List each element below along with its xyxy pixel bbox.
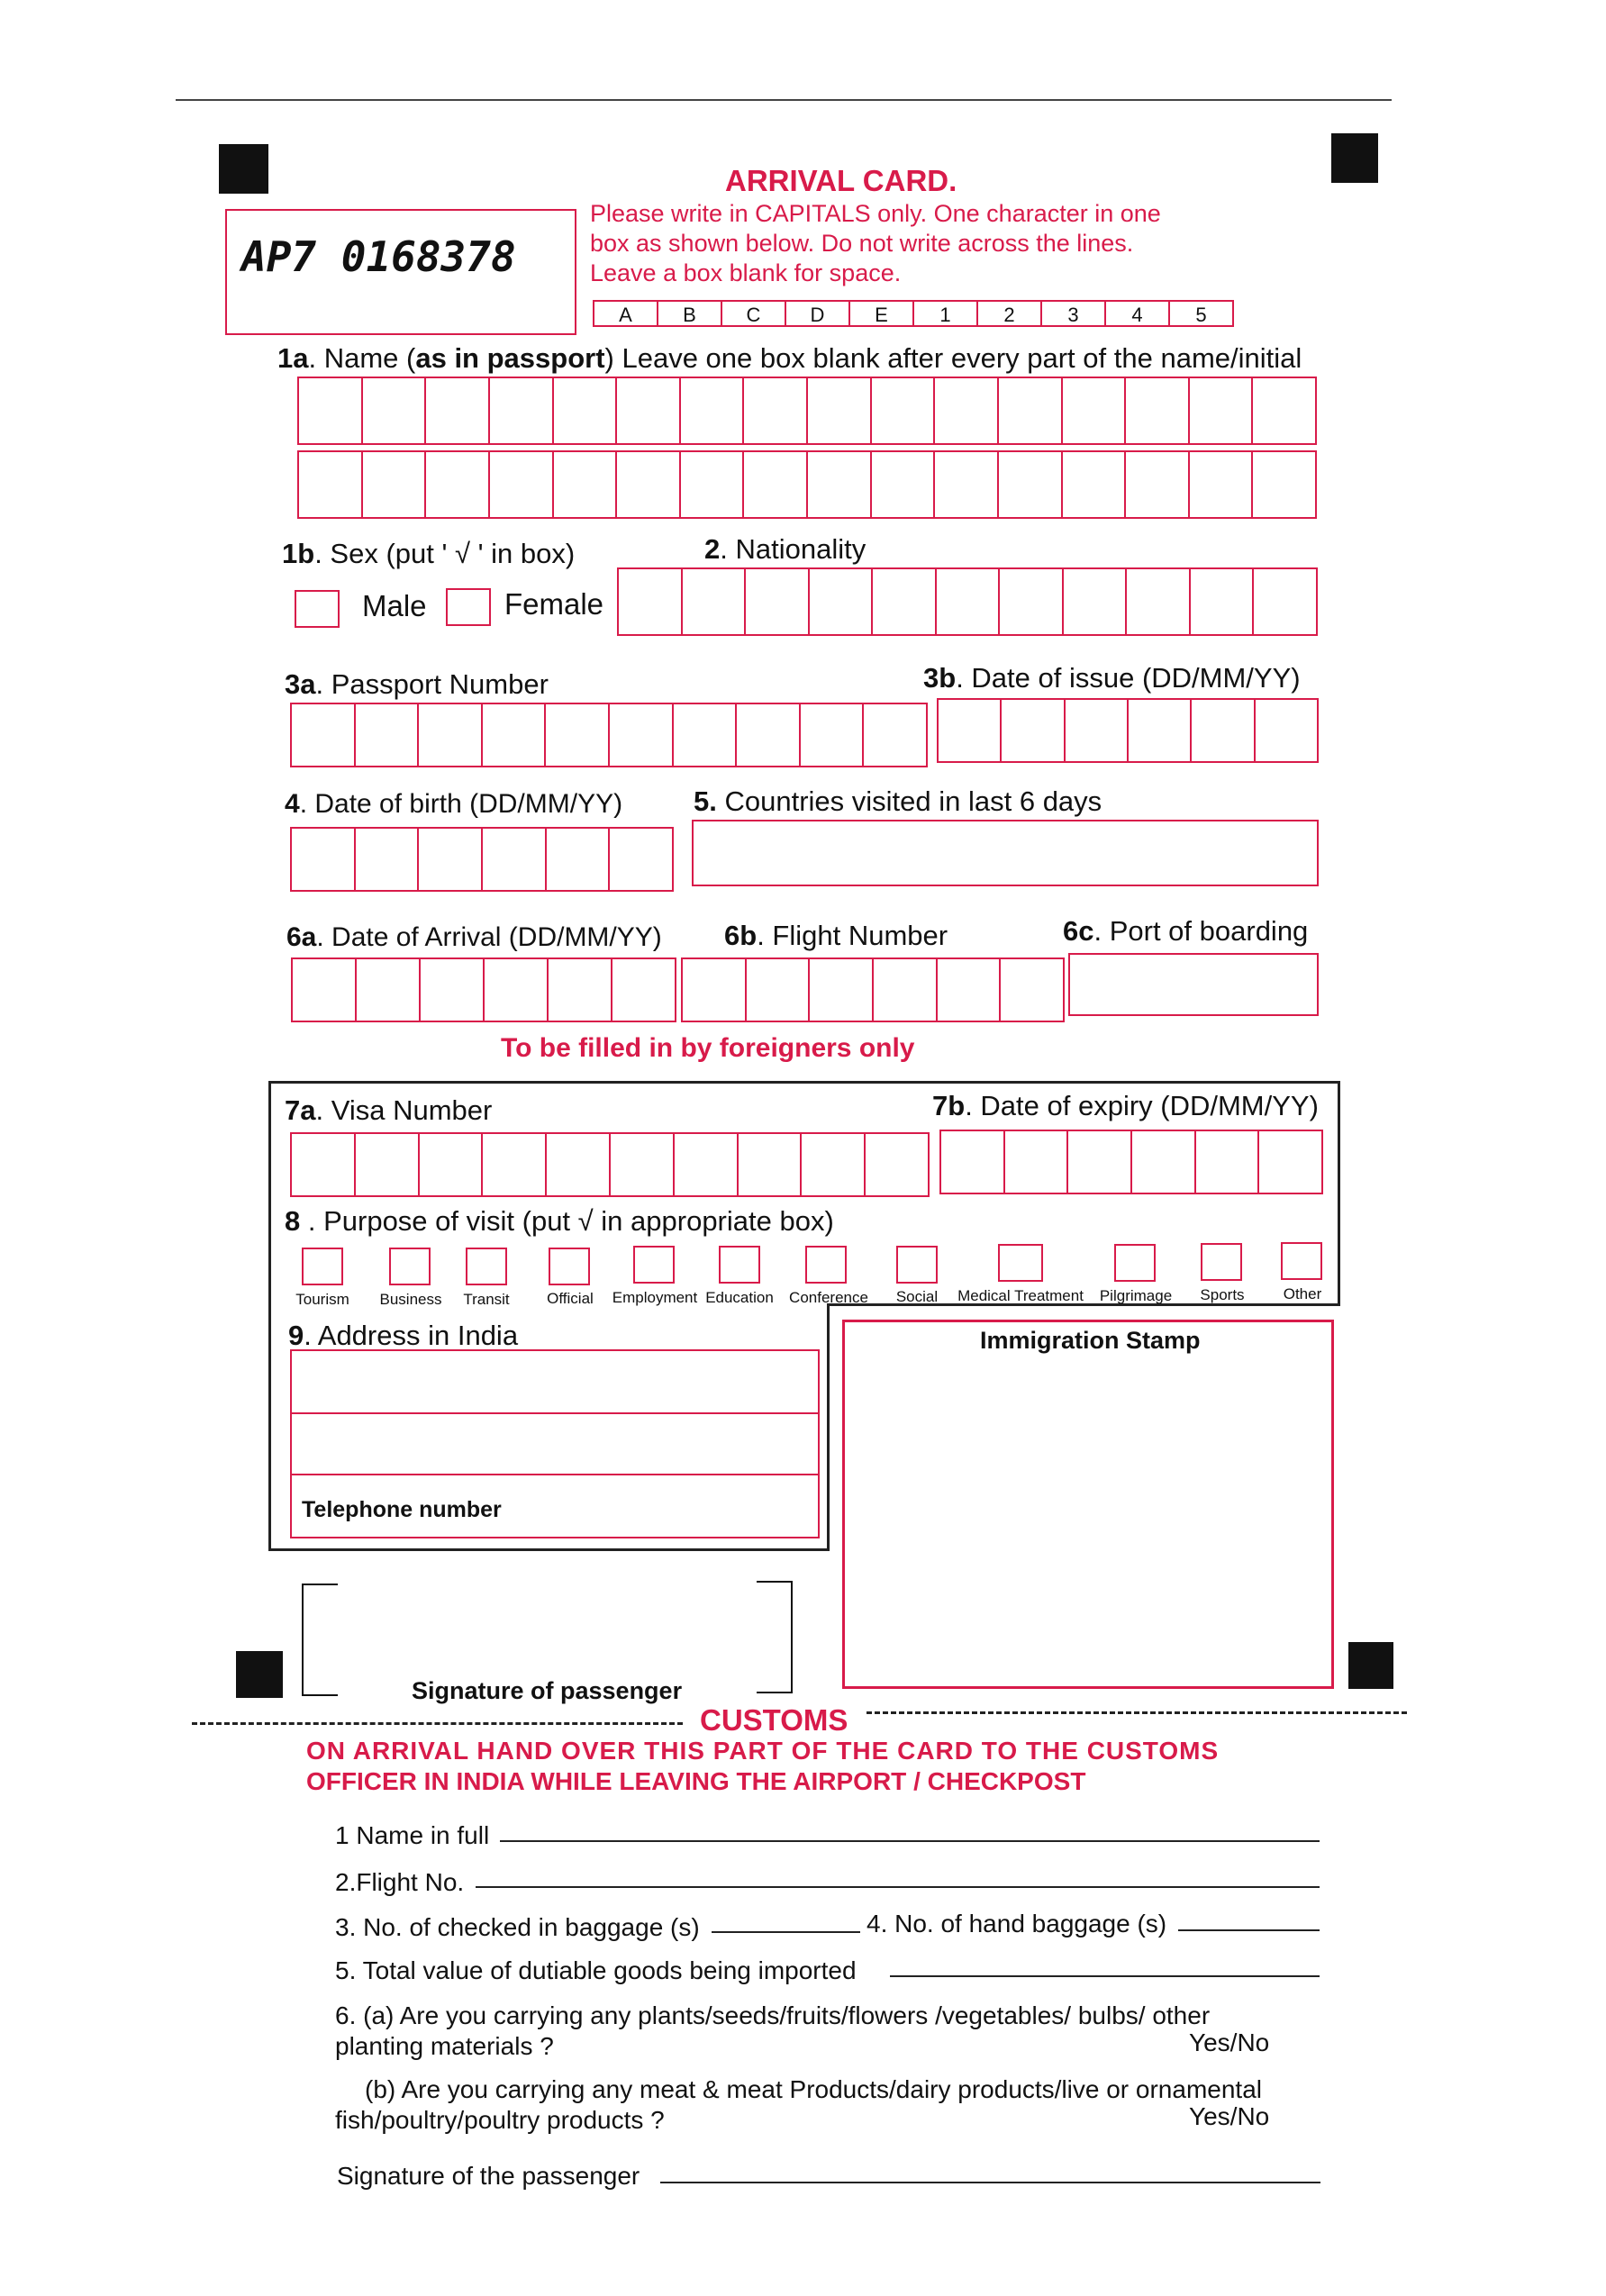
label-sex bbox=[282, 538, 575, 570]
customs-q6b-line-1: (b) Are you carrying any meat & meat Products/dairy products/live or ornamental bbox=[365, 2075, 1262, 2103]
registration-mark-top-right bbox=[1331, 133, 1378, 183]
label-text: . Port of boarding bbox=[1093, 915, 1309, 947]
customs-heading: CUSTOMS bbox=[700, 1703, 848, 1737]
label-num: 7b bbox=[932, 1090, 966, 1121]
purpose-checkbox-pilgrimage[interactable] bbox=[1114, 1244, 1156, 1282]
label-text: . Flight Number bbox=[757, 920, 948, 951]
customs-note-line-2: OFFICER IN INDIA WHILE LEAVING THE AIRPORT / CHECKPOST bbox=[306, 1767, 1086, 1795]
label-date-of-arrival bbox=[286, 922, 662, 953]
customs-q3-line[interactable] bbox=[712, 1931, 860, 1933]
purpose-checkbox-transit[interactable] bbox=[466, 1248, 507, 1285]
customs-q2-line[interactable] bbox=[476, 1886, 1320, 1888]
label-num: 3b bbox=[923, 662, 957, 694]
purpose-label-medical-treatment: Medical Treatment bbox=[957, 1287, 1084, 1304]
date-of-issue-boxes[interactable] bbox=[937, 698, 1319, 763]
label-text: . Date of issue (DD/MM/YY) bbox=[956, 662, 1301, 694]
label-num: 2 bbox=[704, 533, 721, 565]
customs-note-line-1: ON ARRIVAL HAND OVER THIS PART OF THE CARD TO THE CUSTOMS bbox=[306, 1737, 1220, 1765]
purpose-label-tourism: Tourism bbox=[295, 1291, 349, 1308]
purpose-checkbox-conference[interactable] bbox=[805, 1246, 847, 1284]
sample-char: E bbox=[850, 302, 914, 325]
label-visa-number bbox=[285, 1094, 492, 1127]
label-text: . Nationality bbox=[720, 533, 867, 565]
sample-char: C bbox=[722, 302, 786, 325]
label-text: . Date of birth (DD/MM/YY) bbox=[299, 789, 623, 819]
countries-visited-field[interactable] bbox=[692, 820, 1319, 886]
label-text: . Name ( bbox=[308, 342, 416, 374]
label-num: 6b bbox=[724, 920, 758, 951]
customs-q4-label: 4. No. of hand baggage (s) bbox=[867, 1910, 1167, 1938]
purpose-label-education: Education bbox=[705, 1289, 774, 1306]
customs-q1-label: 1 Name in full bbox=[335, 1821, 490, 1849]
label-num: 9 bbox=[288, 1320, 304, 1351]
label-countries-visited bbox=[694, 785, 1102, 818]
address-line-divider-1 bbox=[290, 1412, 820, 1414]
instruction-line-2: box as shown below. Do not write across the lines. bbox=[590, 230, 1134, 257]
sample-char: 3 bbox=[1042, 302, 1106, 325]
signature-bracket-left bbox=[302, 1584, 338, 1696]
purpose-checkbox-other[interactable] bbox=[1281, 1242, 1322, 1280]
label-num: 6c bbox=[1063, 915, 1094, 947]
label-text: . Address in India bbox=[304, 1320, 519, 1351]
sample-char: 4 bbox=[1106, 302, 1170, 325]
customs-q2-label: 2.Flight No. bbox=[335, 1868, 465, 1896]
label-nationality bbox=[704, 533, 866, 566]
serial-number: AP7 0168378 bbox=[241, 232, 516, 281]
sample-char: 2 bbox=[978, 302, 1042, 325]
label-address-in-india bbox=[288, 1320, 518, 1352]
sample-char-boxes bbox=[593, 300, 1234, 327]
card-title: ARRIVAL CARD. bbox=[725, 164, 957, 197]
nationality-boxes[interactable] bbox=[617, 567, 1318, 636]
label-text: . Passport Number bbox=[315, 668, 549, 700]
label-passport-number bbox=[285, 668, 549, 701]
label-num: 1b bbox=[282, 538, 315, 569]
label-text: ) Leave one box blank after every part of the name/initial bbox=[604, 342, 1302, 374]
purpose-checkbox-medical-treatment[interactable] bbox=[998, 1244, 1043, 1282]
purpose-checkbox-official[interactable] bbox=[549, 1248, 590, 1285]
name-boxes-row-1[interactable] bbox=[297, 377, 1317, 445]
customs-q4-line[interactable] bbox=[1178, 1929, 1320, 1931]
label-date-of-issue bbox=[923, 662, 1301, 694]
purpose-label-transit: Transit bbox=[463, 1291, 510, 1308]
registration-mark-mid-left bbox=[236, 1651, 283, 1698]
purpose-label-other: Other bbox=[1283, 1285, 1322, 1302]
customs-q6b-yes-no[interactable]: Yes/No bbox=[1189, 2102, 1270, 2130]
label-text: . Visa Number bbox=[315, 1094, 493, 1126]
customs-dashed-rule-right bbox=[867, 1711, 1407, 1714]
sample-char: A bbox=[594, 302, 658, 325]
female-label: Female bbox=[504, 587, 604, 621]
customs-dashed-rule-left bbox=[192, 1722, 683, 1725]
customs-q3-label: 3. No. of checked in baggage (s) bbox=[335, 1913, 700, 1941]
purpose-label-official: Official bbox=[547, 1290, 594, 1307]
male-label: Male bbox=[362, 589, 427, 622]
label-text: . Date of Arrival (DD/MM/YY) bbox=[316, 922, 662, 952]
purpose-label-employment: Employment bbox=[612, 1289, 698, 1306]
label-port-of-boarding bbox=[1063, 915, 1308, 948]
label-num: 5. bbox=[694, 785, 717, 817]
label-text: . Purpose of visit (put √ in appropriate box) bbox=[300, 1205, 834, 1237]
purpose-label-sports: Sports bbox=[1200, 1286, 1245, 1303]
purpose-label-social: Social bbox=[895, 1288, 939, 1305]
customs-q6a-line-2: planting materials ? bbox=[335, 2032, 554, 2060]
immigration-stamp-label: Immigration Stamp bbox=[980, 1327, 1201, 1354]
customs-q5-line[interactable] bbox=[890, 1975, 1320, 1977]
label-text: . Date of expiry (DD/MM/YY) bbox=[965, 1090, 1319, 1121]
flight-number-boxes[interactable] bbox=[681, 957, 1065, 1022]
label-num: 7a bbox=[285, 1094, 316, 1126]
customs-signature-line[interactable] bbox=[660, 2182, 1320, 2183]
instruction-line-3: Leave a box blank for space. bbox=[590, 259, 902, 286]
label-name bbox=[277, 342, 1302, 375]
purpose-checkbox-social[interactable] bbox=[896, 1246, 938, 1284]
label-bold: as in passport bbox=[415, 342, 605, 374]
label-flight-number bbox=[724, 920, 948, 952]
date-of-arrival-boxes[interactable] bbox=[291, 957, 676, 1022]
purpose-checkbox-employment[interactable] bbox=[633, 1246, 675, 1284]
customs-signature-label: Signature of the passenger bbox=[337, 2162, 640, 2190]
registration-mark-top-left bbox=[219, 144, 268, 194]
male-checkbox[interactable] bbox=[295, 590, 340, 628]
sample-char: 5 bbox=[1195, 304, 1207, 326]
customs-q1-line[interactable] bbox=[500, 1840, 1320, 1842]
foreigners-only-note: To be filled in by foreigners only bbox=[501, 1033, 915, 1063]
purpose-checkbox-business[interactable] bbox=[389, 1248, 431, 1285]
label-text: Countries visited in last 6 days bbox=[716, 785, 1102, 817]
customs-q6a-yes-no[interactable]: Yes/No bbox=[1189, 2028, 1270, 2056]
visa-number-boxes[interactable] bbox=[290, 1132, 930, 1197]
label-date-of-expiry bbox=[932, 1090, 1319, 1122]
top-rule bbox=[176, 99, 1392, 101]
signature-label: Signature of passenger bbox=[412, 1677, 683, 1704]
date-of-expiry-boxes[interactable] bbox=[939, 1130, 1323, 1194]
purpose-label-conference: Conference bbox=[789, 1289, 868, 1306]
label-num: 3a bbox=[285, 668, 316, 700]
customs-q6a-line-1: 6. (a) Are you carrying any plants/seeds/fruits/flowers /vegetables/ bulbs/ other bbox=[335, 2001, 1211, 2029]
name-boxes-row-2[interactable] bbox=[297, 450, 1317, 519]
registration-mark-mid-right bbox=[1348, 1642, 1393, 1689]
date-of-birth-boxes[interactable] bbox=[290, 827, 674, 892]
purpose-label-pilgrimage: Pilgrimage bbox=[1099, 1287, 1173, 1304]
label-purpose-of-visit bbox=[285, 1205, 834, 1238]
sample-char: D bbox=[786, 302, 850, 325]
purpose-checkbox-tourism[interactable] bbox=[302, 1248, 343, 1285]
label-date-of-birth bbox=[285, 789, 622, 820]
sample-char: B bbox=[658, 302, 722, 325]
port-of-boarding-field[interactable] bbox=[1068, 953, 1319, 1016]
female-checkbox[interactable] bbox=[446, 588, 491, 626]
customs-q6b-line-2: fish/poultry/poultry products ? bbox=[335, 2106, 665, 2134]
customs-q5-label: 5. Total value of dutiable goods being imported bbox=[335, 1956, 857, 1984]
signature-bracket-right bbox=[757, 1581, 793, 1693]
purpose-checkbox-sports[interactable] bbox=[1201, 1243, 1242, 1281]
label-num: 8 bbox=[285, 1205, 301, 1237]
telephone-label: Telephone number bbox=[302, 1497, 502, 1522]
purpose-checkbox-education[interactable] bbox=[719, 1246, 760, 1284]
label-text: . Sex (put ' √ ' in box) bbox=[314, 538, 576, 569]
address-line-divider-2 bbox=[290, 1474, 820, 1475]
instruction-line-1: Please write in CAPITALS only. One character in one bbox=[590, 200, 1161, 227]
immigration-stamp-box bbox=[842, 1320, 1334, 1689]
label-num: 4 bbox=[285, 789, 300, 819]
passport-number-boxes[interactable] bbox=[290, 703, 928, 767]
sample-char: 1 bbox=[914, 302, 978, 325]
purpose-label-business: Business bbox=[379, 1291, 442, 1308]
label-num: 1a bbox=[277, 342, 309, 374]
label-num: 6a bbox=[286, 922, 317, 952]
